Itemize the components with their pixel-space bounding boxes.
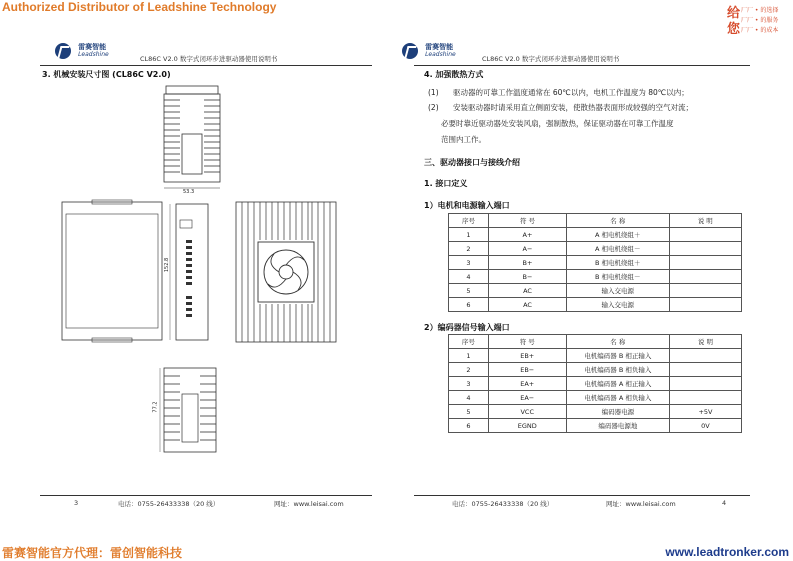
table-row [449,377,742,391]
cell: 5 [449,405,489,419]
left-page-number: 3 [74,499,79,507]
drawing-fan-view [234,200,338,344]
cell [669,242,741,256]
table-row [449,242,742,256]
cell: 电机编码器 A 相正输入 [566,377,669,391]
drawing-front-view [58,198,164,344]
cell: B+ [488,256,566,270]
cell: 4 [449,391,489,405]
cell: B 相电机绕组＋ [567,256,669,270]
cell: EGND [488,419,566,433]
cell: +5V [669,405,741,419]
cell [669,284,741,298]
dim-front-height: 152.8 [164,257,171,273]
table-row [449,405,742,419]
cell: 输入交电源 [567,298,669,312]
table-row [449,349,742,363]
left-header-rule [40,65,372,66]
sub1-title: 1. 接口定义 [424,179,468,188]
dim-top-width: 53.3 [183,189,195,195]
cell: 2 [449,242,489,256]
col-header: 序号 [449,335,489,349]
logo-en: Leadshine [78,50,109,58]
cell [669,391,741,405]
website-link[interactable]: www.leadtronker.com [665,545,789,559]
table-header-row [449,335,742,349]
cell: A− [488,242,566,256]
para2-line3: 范围内工作。 [441,135,486,144]
cell: 5 [449,284,489,298]
cell: B 相电机绕组－ [567,270,669,284]
cell: B− [488,270,566,284]
right-footer-web: 网址：www.leisai.com [606,500,676,508]
table-row [449,363,742,377]
cell [669,377,741,391]
table-row [449,270,742,284]
table-row [449,284,742,298]
cell [669,363,741,377]
encoder-table [448,334,742,433]
table1-title: 1）电机和电源输入端口 [424,201,510,210]
left-footer-web: 网址：www.leisai.com [274,500,344,508]
para2-line2: 必要时靠近驱动器处安装风扇，强制散热，保证驱动器在可靠工作温度 [441,119,674,128]
table2-title: 2）编码器信号输入端口 [424,323,510,332]
cell: EA+ [488,377,566,391]
left-footer-phone: 电话：0755-26433338（20 线） [118,500,220,508]
stamp-char-1: 给 [727,6,741,21]
col-header: 序号 [449,214,489,228]
promo-stamp [727,2,785,36]
col-header: 说 明 [669,335,741,349]
cell: 输入交电源 [567,284,669,298]
col-header: 名 称 [567,214,669,228]
cell: 1 [449,349,489,363]
left-logo [55,40,109,62]
right-footer-phone: 电话：0755-26433338（20 线） [452,500,554,508]
logo-cn-right: 雷赛智能 [425,42,454,51]
cell [669,228,741,242]
dim-bottom-height: 77.2 [152,401,159,413]
table-row [449,228,742,242]
drawing-top-view [160,84,224,196]
section4-title: 4. 加强散热方式 [424,70,484,79]
cell: 电机编码器 B 相负输入 [566,363,669,377]
cell [669,298,741,312]
drawing-side-view [166,200,220,344]
cell: EB+ [488,349,566,363]
section3-title: 三、驱动器接口与接线介绍 [424,158,520,167]
right-header-rule [414,65,750,66]
cell: 2 [449,363,489,377]
cell: 6 [449,298,489,312]
left-header-title: CL86C V2.0 数字式闭环步进驱动器使用说明书 [140,55,278,63]
right-footer-rule [414,495,750,496]
para1-text: 驱动器的可靠工作温度通常在 60℃以内，电机工作温度为 80℃以内； [453,88,689,97]
cell: 1 [449,228,489,242]
left-section-title: 3. 机械安装尺寸图 (CL86C V2.0) [42,70,171,79]
table-row [449,391,742,405]
col-header: 符 号 [488,214,566,228]
col-header: 说 明 [669,214,741,228]
cell: 6 [449,419,489,433]
cell [669,270,741,284]
table-row [449,419,742,433]
right-page-number: 4 [722,499,727,507]
leadshine-logo-icon-right [402,43,418,59]
cell: 电机编码器 A 相负输入 [566,391,669,405]
para1-num: (1) [428,88,439,97]
cell [669,256,741,270]
para2-num: (2) [428,103,439,112]
logo-en-right: Leadshine [425,50,456,58]
table-row [449,298,742,312]
logo-cn: 雷赛智能 [78,42,107,51]
cell: 4 [449,270,489,284]
table-header-row [449,214,742,228]
stamp-char-2: 您 [727,22,741,37]
left-footer-rule [40,495,372,496]
distributor-banner: Authorized Distributor of Leadshine Technology [2,0,277,14]
cell: 3 [449,377,489,391]
drawing-bottom-view [158,364,222,456]
cell: VCC [488,405,566,419]
cell: 编码器电源 [566,405,669,419]
stamp-line-1: 厂厂 • 的选择 [741,7,779,14]
cell: 0V [669,419,741,433]
cell: EB− [488,363,566,377]
motor-power-table [448,213,742,312]
stamp-line-2: 厂厂 • 的服务 [741,17,779,24]
right-header-title: CL86C V2.0 数字式闭环步进驱动器使用说明书 [482,55,620,63]
cell: 编码器电源地 [566,419,669,433]
cell: AC [488,298,566,312]
cell: AC [488,284,566,298]
right-logo [402,40,456,62]
cell [669,349,741,363]
cell: 3 [449,256,489,270]
official-agent-banner: 雷赛智能官方代理：雷创智能科技 [2,546,183,560]
leadshine-logo-icon [55,43,71,59]
cell: A+ [488,228,566,242]
table-row [449,256,742,270]
cell: EA− [488,391,566,405]
cell: 电机编码器 B 相正输入 [566,349,669,363]
col-header: 符 号 [488,335,566,349]
stamp-line-3: 厂厂 • 的成本 [741,27,779,34]
cell: A 相电机绕组＋ [567,228,669,242]
para2-line1: 安装驱动器时请采用直立侧面安装，使散热器表面形成较强的空气对流； [453,103,693,112]
cell: A 相电机绕组－ [567,242,669,256]
col-header: 名 称 [566,335,669,349]
